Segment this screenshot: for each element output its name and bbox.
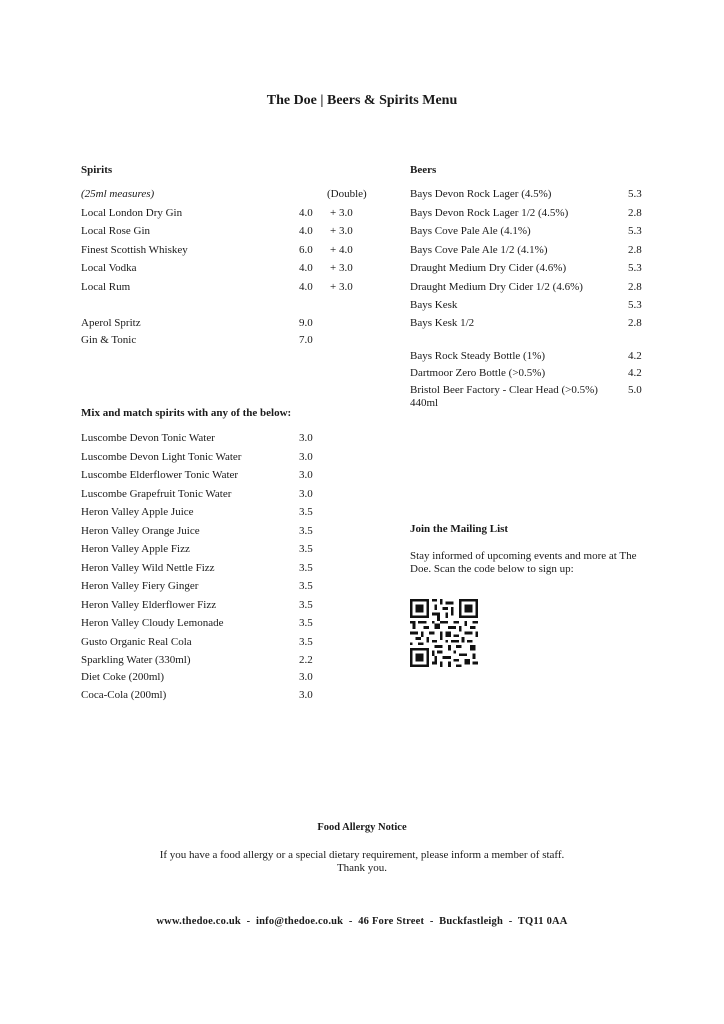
mixer-row (81, 525, 331, 539)
measure-note: (25ml measures) (81, 188, 155, 200)
bottle-name: Dartmoor Zero Bottle (>0.5%) (410, 367, 546, 379)
mixer-price: 3.0 (299, 671, 313, 683)
beer-row (410, 207, 650, 221)
cocktail-name: Gin & Tonic (81, 334, 137, 346)
mixer-price: 3.5 (299, 543, 313, 555)
mixer-row (81, 506, 331, 520)
cocktail-row (81, 317, 381, 331)
mixer-price: 3.5 (299, 636, 313, 648)
beer-row (410, 281, 650, 295)
beer-name: Draught Medium Dry Cider (4.6%) (410, 262, 567, 274)
mixer-price: 3.5 (299, 506, 313, 518)
beer-row (410, 244, 650, 258)
mixer-row (81, 689, 331, 703)
bottle-size: 440ml (410, 397, 439, 409)
allergy-notice-heading: Food Allergy Notice (317, 822, 407, 833)
bottle-price: 5.0 (628, 384, 642, 396)
mixer-price: 3.5 (299, 617, 313, 629)
mixer-price: 3.5 (299, 599, 313, 611)
spirit-name: Local London Dry Gin (81, 207, 183, 219)
spirit-price: 6.0 (299, 244, 313, 256)
mixer-price: 3.0 (299, 451, 313, 463)
beer-name: Draught Medium Dry Cider 1/2 (4.6%) (410, 281, 583, 293)
spirits-header-row (81, 188, 381, 202)
beer-row (410, 262, 650, 276)
qr-code-icon[interactable] (410, 599, 478, 667)
mixer-name: Gusto Organic Real Cola (81, 636, 192, 648)
cocktail-price: 9.0 (299, 317, 313, 329)
spirits-heading: Spirits (81, 164, 113, 176)
mixer-name: Heron Valley Elderflower Fizz (81, 599, 217, 611)
mailing-heading: Join the Mailing List (410, 523, 509, 535)
mixer-price: 3.5 (299, 580, 313, 592)
spirit-price: 4.0 (299, 262, 313, 274)
mixer-row (81, 636, 331, 650)
spirit-name: Local Vodka (81, 262, 137, 274)
spirit-row (81, 281, 381, 295)
mixer-price: 2.2 (299, 654, 313, 666)
allergy-notice-text (0, 849, 724, 875)
beer-price: 5.3 (628, 188, 642, 200)
beer-price: 2.8 (628, 207, 642, 219)
spirit-double-price: + 3.0 (330, 281, 353, 293)
mixer-name: Diet Coke (200ml) (81, 671, 165, 683)
spirit-name: Local Rum (81, 281, 131, 293)
mixers-heading: Mix and match spirits with any of the below: (81, 407, 292, 419)
beer-price: 5.3 (628, 262, 642, 274)
spirit-price: 4.0 (299, 281, 313, 293)
spirit-row (81, 207, 381, 221)
beer-price: 2.8 (628, 317, 642, 329)
spirit-row (81, 244, 381, 258)
bottle-name: Bays Rock Steady Bottle (1%) (410, 350, 546, 362)
mixer-name: Luscombe Devon Tonic Water (81, 432, 215, 444)
contact-line: www.thedoe.co.uk - info@thedoe.co.uk - 46 Fore Street - Buckfastleigh - TQ11 0AA (156, 916, 568, 927)
spirit-row (81, 262, 381, 276)
mixer-price: 3.0 (299, 488, 313, 500)
bottle-price: 4.2 (628, 367, 642, 379)
double-label: (Double) (327, 188, 367, 200)
mixer-name: Sparkling Water (330ml) (81, 654, 191, 666)
mixer-row (81, 543, 331, 557)
mixer-price: 3.5 (299, 562, 313, 574)
mixer-name: Luscombe Grapefruit Tonic Water (81, 488, 232, 500)
mixer-row (81, 562, 331, 576)
mixer-name: Luscombe Devon Light Tonic Water (81, 451, 242, 463)
beer-row (410, 299, 650, 313)
beer-name: Bays Devon Rock Lager (4.5%) (410, 188, 552, 200)
mixer-name: Heron Valley Fiery Ginger (81, 580, 199, 592)
beer-name: Bays Cove Pale Ale 1/2 (4.1%) (410, 244, 548, 256)
allergy-notice-line: Thank you. (336, 862, 388, 874)
bottle-price: 4.2 (628, 350, 642, 362)
beer-row (410, 225, 650, 239)
cocktail-name: Aperol Spritz (81, 317, 141, 329)
mixer-row (81, 654, 331, 668)
mixer-row (81, 488, 331, 502)
spirit-double-price: + 4.0 (330, 244, 353, 256)
beer-name: Bays Devon Rock Lager 1/2 (4.5%) (410, 207, 569, 219)
mixer-row (81, 599, 331, 613)
beer-row (410, 188, 650, 202)
mixer-price: 3.0 (299, 689, 313, 701)
mixer-name: Luscombe Elderflower Tonic Water (81, 469, 239, 481)
mixer-price: 3.0 (299, 432, 313, 444)
beer-price: 5.3 (628, 299, 642, 311)
mixer-row (81, 617, 331, 631)
cocktail-row (81, 334, 381, 348)
beer-row (410, 317, 650, 331)
spirit-row (81, 225, 381, 239)
spirit-price: 4.0 (299, 225, 313, 237)
mixer-row (81, 671, 331, 685)
spirit-price: 4.0 (299, 207, 313, 219)
beer-name: Bays Cove Pale Ale (4.1%) (410, 225, 531, 237)
bottle-row (410, 384, 650, 412)
mixer-row (81, 432, 331, 446)
mixer-name: Heron Valley Apple Juice (81, 506, 194, 518)
beer-price: 2.8 (628, 281, 642, 293)
beer-name: Bays Kesk 1/2 (410, 317, 475, 329)
mixer-row (81, 451, 331, 465)
mixer-name: Heron Valley Wild Nettle Fizz (81, 562, 215, 574)
spirit-name: Finest Scottish Whiskey (81, 244, 188, 256)
mixer-price: 3.0 (299, 469, 313, 481)
mixer-name: Heron Valley Orange Juice (81, 525, 200, 537)
allergy-notice-line: If you have a food allergy or a special dietary requirement, please inform a member of staff. (159, 849, 565, 861)
bottle-name: Bristol Beer Factory - Clear Head (>0.5%) (410, 384, 598, 396)
beer-price: 5.3 (628, 225, 642, 237)
mixer-name: Coca-Cola (200ml) (81, 689, 167, 701)
beer-name: Bays Kesk (410, 299, 458, 311)
mailing-text: Stay informed of upcoming events and more at The Doe. Scan the code below to sign up: (410, 550, 637, 575)
spirit-double-price: + 3.0 (330, 207, 353, 219)
spirit-double-price: + 3.0 (330, 225, 353, 237)
mixer-name: Heron Valley Apple Fizz (81, 543, 190, 555)
bottle-row (410, 350, 650, 364)
beers-heading: Beers (410, 164, 437, 176)
cocktail-price: 7.0 (299, 334, 313, 346)
spirit-double-price: + 3.0 (330, 262, 353, 274)
mixer-row (81, 469, 331, 483)
spirit-name: Local Rose Gin (81, 225, 151, 237)
mixer-price: 3.5 (299, 525, 313, 537)
mixer-name: Heron Valley Cloudy Lemonade (81, 617, 224, 629)
page-title: The Doe | Beers & Spirits Menu (266, 93, 458, 108)
mixer-row (81, 580, 331, 594)
beer-price: 2.8 (628, 244, 642, 256)
bottle-row (410, 367, 650, 381)
